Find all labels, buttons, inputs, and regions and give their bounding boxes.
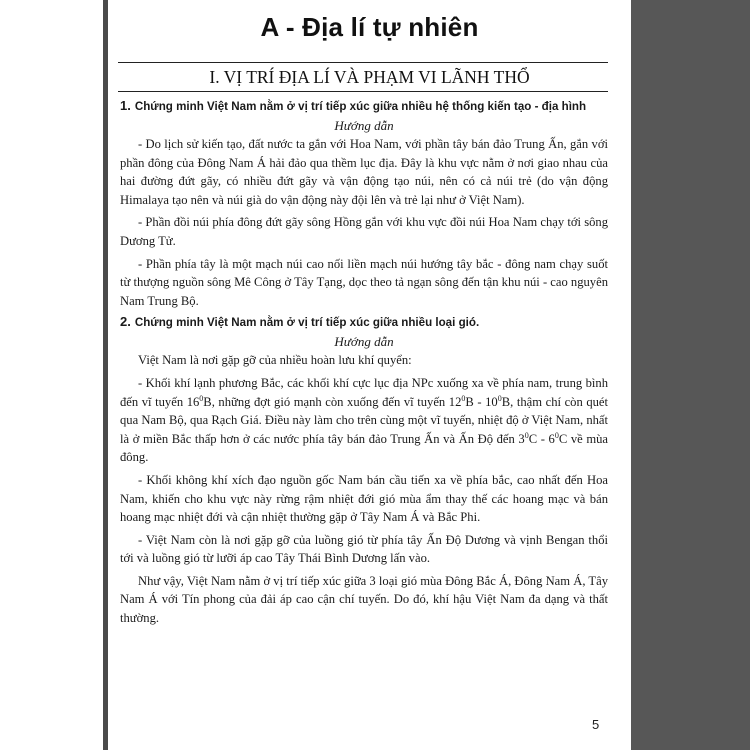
text-run: C - 6 [528,431,555,446]
question-text: Chứng minh Việt Nam nằm ở vị trí tiếp xúc giữa nhiều hệ thống kiến tạo - địa hình [134,100,587,113]
text-run: B, những đợt gió mạnh còn xuống đến vĩ tuyến 12 [203,394,462,409]
degree-sup: 0 [524,430,529,440]
text-run: - Khối khí lạnh phương Bắc, các khối khí cực lục địa NPc xuống xa về phía nam, trung bình đến vĩ tuyến 16 [120,375,608,409]
degree-sup: 0 [497,393,502,403]
question-2 [120,314,608,627]
answer-paragraph: - Khối không khí xích đạo nguồn gốc Nam bán cầu tiến xa về phía bắc, cao nhất đến Hoa Nam, khiến cho khu vực này rừng rậm nhiệt đới gió mùa ẩm thay thế các hoang mạc và bán hoang mạc nhiệt đới và cận nhiệt thường gặp ở Tây Nam Á và Bắc Phi. [120,472,608,525]
text-run: C về mùa đông. [120,431,608,465]
chapter-title: A - Địa lí tự nhiên [260,12,479,42]
outer-background-left [0,0,105,750]
answer-conclusion: Như vậy, Việt Nam nằm ở vị trí tiếp xúc giữa 3 loại gió mùa Đông Bắc Á, Đông Nam Á, Tây Nam Á với Tín phong của đải áp cao cận chí tuyến. Do đó, khí hậu Việt Nam đa dạng và thất thường. [120,573,608,626]
degree-sup: 0 [461,393,466,403]
book-page [108,0,631,750]
question-title [120,314,608,331]
answer-intro: Việt Nam là nơi gặp gỡ của nhiều hoàn lưu khí quyển: [138,353,412,368]
question-text: Chứng minh Việt Nam nằm ở vị trí tiếp xúc giữa nhiều loại gió. [134,316,480,330]
section-rule-top [118,62,608,63]
question-number: 2. [120,314,131,330]
section-rule-bottom [118,91,608,92]
text-run: B - 10 [465,394,498,409]
question-title [120,98,608,115]
guide-heading: Hướng dẫn [334,118,394,133]
question-number: 1. [120,98,131,113]
answer-paragraph: - Phần phía tây là một mạch núi cao nối liền mạch núi hướng tây bắc - đông nam chạy suốt từ thượng nguồn sông Mê Công ở Tây Tạng, dọc theo tả ngạn sông đến tận khu núi - cao nguyên Nam Trung Bộ. [120,256,608,308]
page-content [120,98,608,632]
section-title: I. VỊ TRÍ ĐỊA LÍ VÀ PHẠM VI LÃNH THỔ [209,67,530,87]
page-number: 5 [592,717,600,732]
degree-sup: 0 [554,430,559,440]
question-1 [120,98,608,310]
answer-paragraph: - Phần đồi núi phía đông đứt gãy sông Hồng gắn với khu vực đồi núi Hoa Nam chạy tới sông Dương Tử. [120,215,608,248]
degree-sup: 0 [199,393,204,403]
guide-heading: Hướng dẫn [334,334,394,350]
answer-paragraph: - Việt Nam còn là nơi gặp gỡ của luồng gió từ phía tây Ấn Độ Dương và vịnh Bengan thổi tới và luồng gió từ lưỡi áp cao Tây Thái Bình Dương lấn vào. [120,532,608,566]
answer-paragraph: - Do lịch sử kiến tạo, đất nước ta gắn với Hoa Nam, với phần tây bán đảo Trung Ấn, gắn với phần đông của Đông Nam Á hải đảo qua thềm lục địa. Đây là khu vực nằm ở nơi giao nhau của hai đường đứt gãy, có nhiều đứt gãy và vận động tạo núi, nên có cả núi trẻ (do vận động Himalaya tạo nên và núi già do vận động này đội lên và trẻ lại như ở Việt Nam). [120,137,608,207]
answer-paragraph-cold-air [120,374,608,467]
text-run: B, thậm chí còn quét qua Nam Bộ, qua Rạch Giá. Điều này làm cho trên cùng một vĩ tuyến, nhiệt độ ở Việt Nam, nhất là ở miền Bắc thấp hơn ở các nước phía tây bán đảo Trung Ấn và Ấn Độ đến 3 [120,394,609,446]
page-edge-right [631,0,750,750]
